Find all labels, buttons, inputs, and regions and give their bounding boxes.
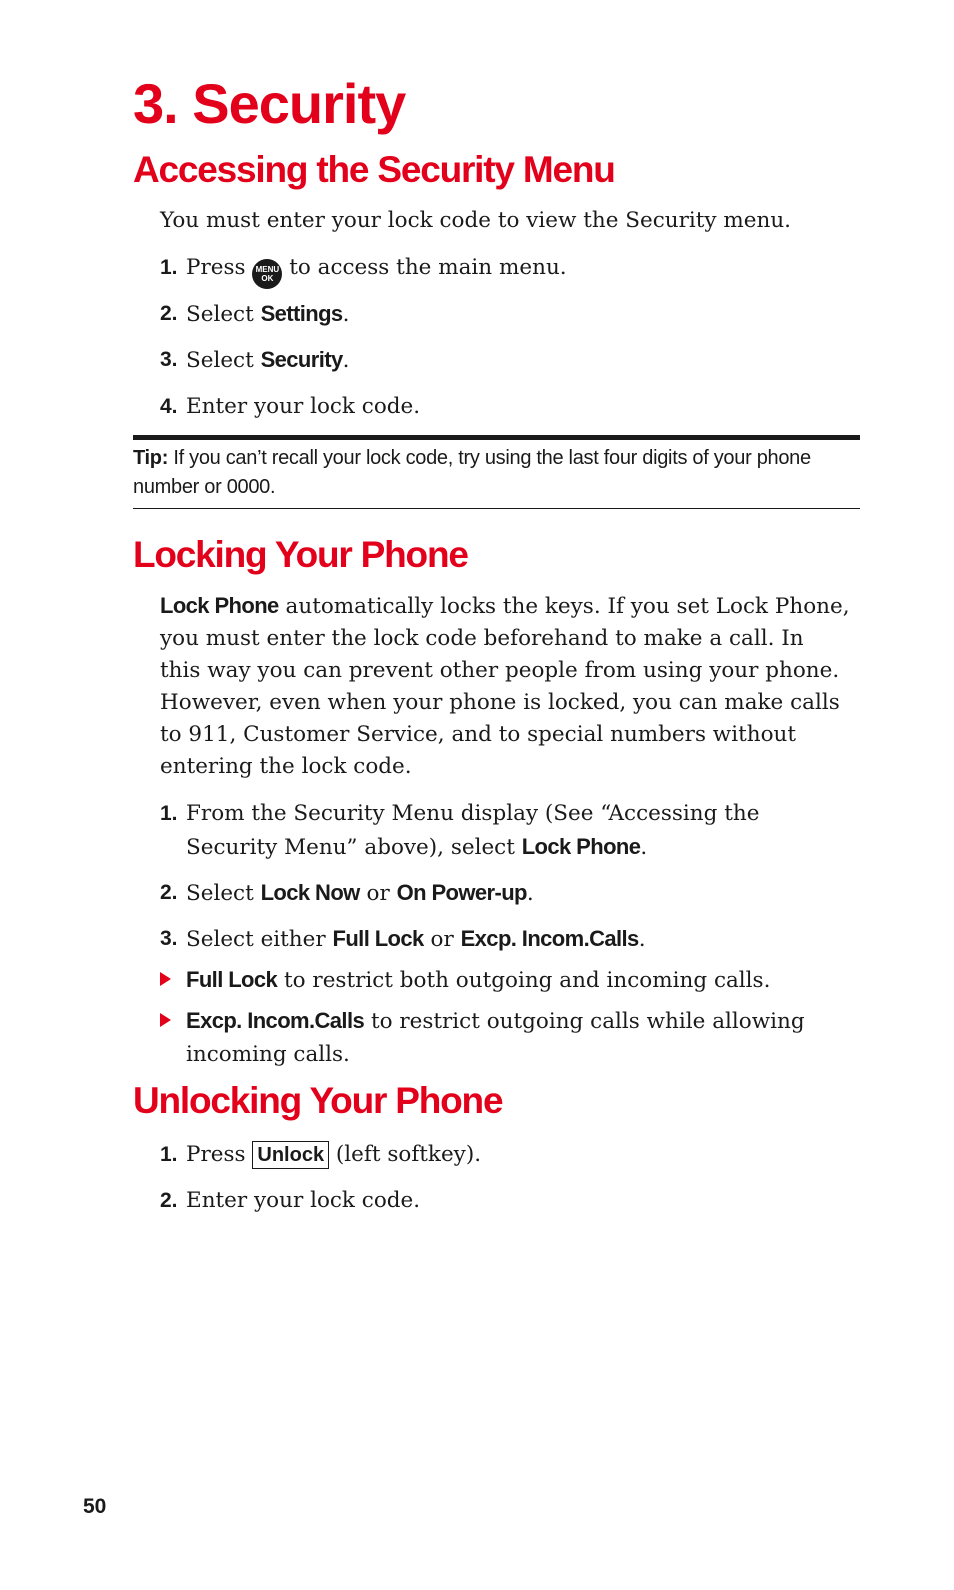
step-text: to access the main menu. [289,255,567,280]
menu-option-security: Security [260,347,343,372]
step-number: 2. [160,302,178,325]
unlocking-step-1: 1. Press Unlock (left softkey). [160,1138,850,1171]
step-number: 2. [160,1189,178,1212]
option-full-lock: Full Lock [186,967,278,992]
tip-text: Tip: If you can’t recall your lock code, try using the last four digits of your phone number or 0000. [133,447,811,498]
step-number: 3. [160,348,178,371]
chapter-title: 3. Security [133,72,406,135]
step-number: 3. [160,927,178,950]
section-heading-locking: Locking Your Phone [133,534,468,575]
menu-option-lock-phone: Lock Phone [521,834,641,859]
access-intro: You must enter your lock code to view the Security menu. [160,208,792,233]
step-text: Select [186,348,254,373]
tip-box [133,435,860,509]
step-text: Enter your lock code. [186,394,421,419]
step-number: 2. [160,881,178,904]
step-text: Press [186,1142,246,1167]
menu-option-settings: Settings [260,301,343,326]
locking-step-1: 1. From the Security Menu display (See “Accessing the Security Menu” above), select Lock Phone. [160,797,850,864]
locking-intro: Lock Phone automatically locks the keys. If you set Lock Phone, you must enter the lock code beforehand to make a call. In this way you can prevent other people from using your phone. However, even when your phone is locked, you can make calls to 911, Customer Service, and to special numbers without entering the lock code. [160,593,850,779]
bullet-arrow-icon [160,972,171,986]
feature-name-lock-phone: Lock Phone [160,593,279,618]
unlocking-step-2 [160,1184,850,1217]
menu-ok-key-icon: MENU OK [252,259,282,289]
tip-label: Tip: [133,447,169,469]
menu-option-lock-now: Lock Now [260,880,360,905]
step-text: Press [186,255,246,280]
access-step-3: 3. Select Security. [160,343,850,377]
bullet-arrow-icon [160,1013,171,1027]
locking-step-2: 2. Select Lock Now or On Power-up. [160,876,850,910]
access-step-2: 2. Select Settings. [160,297,850,331]
step-number: 1. [160,256,178,279]
locking-step-3: 3. Select either Full Lock or Excp. Incom.Calls. [160,922,850,956]
section-heading-unlocking: Unlocking Your Phone [133,1080,503,1121]
step-text: Enter your lock code. [186,1188,421,1213]
step-text: Select [186,881,254,906]
menu-option-full-lock: Full Lock [332,926,424,951]
step-text: Select either [186,927,326,952]
step-text: Select [186,302,254,327]
locking-bullet-2: Excp. Incom.Calls to restrict outgoing calls while allowing incoming calls. [160,1004,850,1071]
step-number: 4. [160,395,178,418]
step-text: From the Security Menu display (See “Accessing the Security Menu” above), select [186,801,760,860]
locking-bullet-1: Full Lock to restrict both outgoing and incoming calls. [160,963,850,997]
menu-option-on-power-up: On Power-up [396,880,527,905]
access-step-4 [160,390,850,423]
step-number: 1. [160,1143,178,1166]
access-step-1 [160,251,850,289]
page-number: 50 [83,1495,107,1518]
menu-option-excp-incom-calls: Excp. Incom.Calls [460,926,639,951]
step-number: 1. [160,802,178,825]
section-heading-accessing: Accessing the Security Menu [133,149,615,190]
unlock-softkey-label: Unlock [252,1141,329,1169]
option-excp-incom-calls: Excp. Incom.Calls [186,1008,365,1033]
